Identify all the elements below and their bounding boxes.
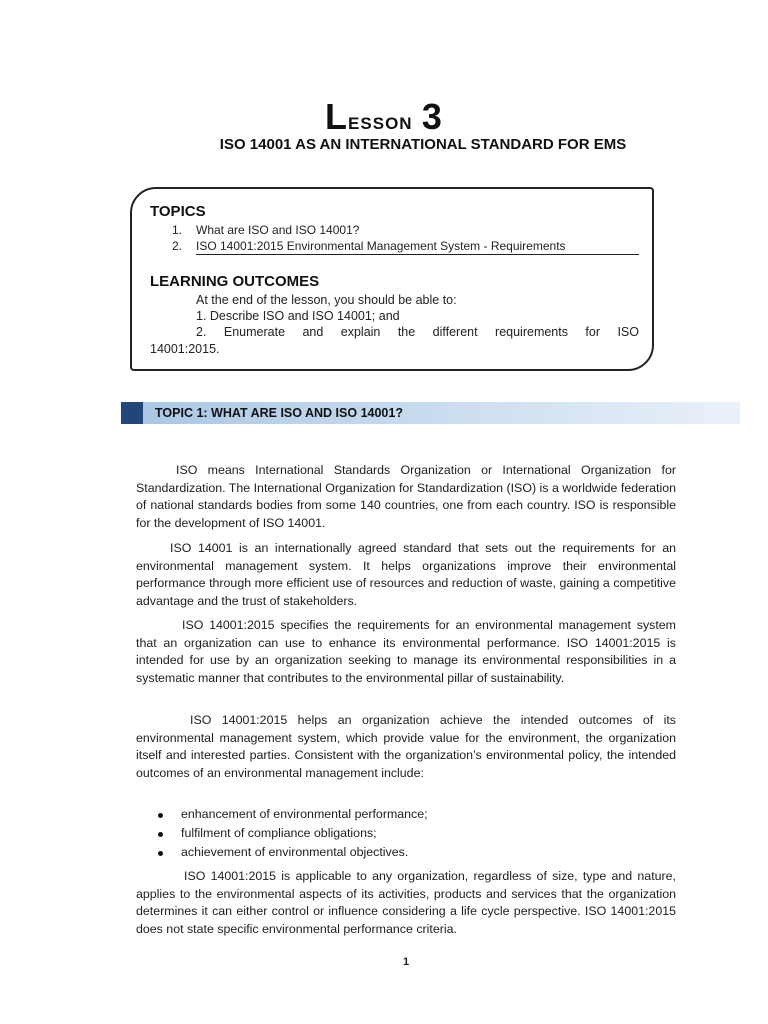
topic-item bbox=[172, 222, 359, 238]
topic-number: 1. bbox=[172, 223, 183, 237]
body-paragraph bbox=[136, 540, 676, 610]
lesson-title-word: esson bbox=[348, 108, 413, 135]
topic-banner bbox=[121, 402, 740, 424]
list-item-text: enhancement of environmental performance; bbox=[181, 807, 428, 821]
topic-number: 2. bbox=[172, 239, 183, 253]
outcome-item: 2. Enumerate and explain the different requirements for ISO bbox=[196, 325, 639, 339]
paragraph-text: ISO means International Standards Organization or International Organization for Standardization. The International Organization for Standardization (ISO) is a worldwide federation of national standards bodies from some 140 countries, one from each country. ISO is responsible for the development of ISO 14001. bbox=[136, 463, 676, 530]
paragraph-text: ISO 14001:2015 is applicable to any organization, regardless of size, type and nature, applies to the environmental aspects of its activities, products and services that the organization determines it can either control or influence considering a life cycle perspective. ISO 14001:2015 does not state specific environmental performance criteria. bbox=[136, 869, 676, 936]
paragraph-text: ISO 14001:2015 helps an organization achieve the intended outcomes of its environmental management system, which provide value for the environment, the organization itself and interested parties. Consistent with the organization’s environmental policy, the intended outcomes of an environmental management include: bbox=[136, 713, 676, 780]
bullet-dot bbox=[158, 813, 163, 818]
lesson-title bbox=[0, 96, 768, 138]
bullet-dot bbox=[158, 832, 163, 837]
lesson-number: 3 bbox=[421, 96, 443, 137]
body-paragraph bbox=[136, 868, 676, 938]
topic-item bbox=[172, 238, 566, 254]
topic-text: What are ISO and ISO 14001? bbox=[196, 223, 360, 237]
topics-heading: TOPICS bbox=[150, 203, 206, 220]
paragraph-text: ISO 14001:2015 specifies the requirements for an environmental management system that an organization can use to enhance its environmental performance. ISO 14001:2015 is intended for use by an organization seeking to manage its environmental responsibilities in a systematic manner that contributes to the environmental pillar of sustainability. bbox=[136, 618, 676, 685]
list-item-text: achievement of environmental objectives. bbox=[181, 845, 409, 859]
lesson-title-initial: L bbox=[325, 96, 349, 137]
outcome-item: 1. Describe ISO and ISO 14001; and bbox=[196, 309, 400, 323]
topic-banner-label: TOPIC 1: WHAT ARE ISO AND ISO 14001? bbox=[155, 406, 403, 420]
body-paragraph bbox=[136, 712, 676, 782]
topics-divider bbox=[196, 254, 639, 255]
bullet-dot bbox=[158, 851, 163, 856]
body-paragraph bbox=[136, 462, 676, 532]
list-item-text: fulfilment of compliance obligations; bbox=[181, 826, 377, 840]
outcomes-intro: At the end of the lesson, you should be able to: bbox=[196, 293, 457, 307]
page-number: 1 bbox=[402, 956, 410, 968]
paragraph-text: ISO 14001 is an internationally agreed standard that sets out the requirements for an environmental management system. It helps organizations improve their environmental performance through more efficient use of resources and reduction of waste, gaining a competitive advantage and the trust of stakeholders. bbox=[136, 541, 676, 608]
learning-outcomes-heading: LEARNING OUTCOMES bbox=[150, 273, 320, 290]
topic-text: ISO 14001:2015 Environmental Management System - Requirements bbox=[196, 239, 566, 253]
lesson-subtitle: ISO 14001 AS AN INTERNATIONAL STANDARD FOR EMS bbox=[219, 136, 627, 153]
banner-marker bbox=[121, 402, 143, 424]
body-paragraph bbox=[136, 617, 676, 687]
outcome-item-continued: 14001:2015. bbox=[150, 342, 220, 356]
